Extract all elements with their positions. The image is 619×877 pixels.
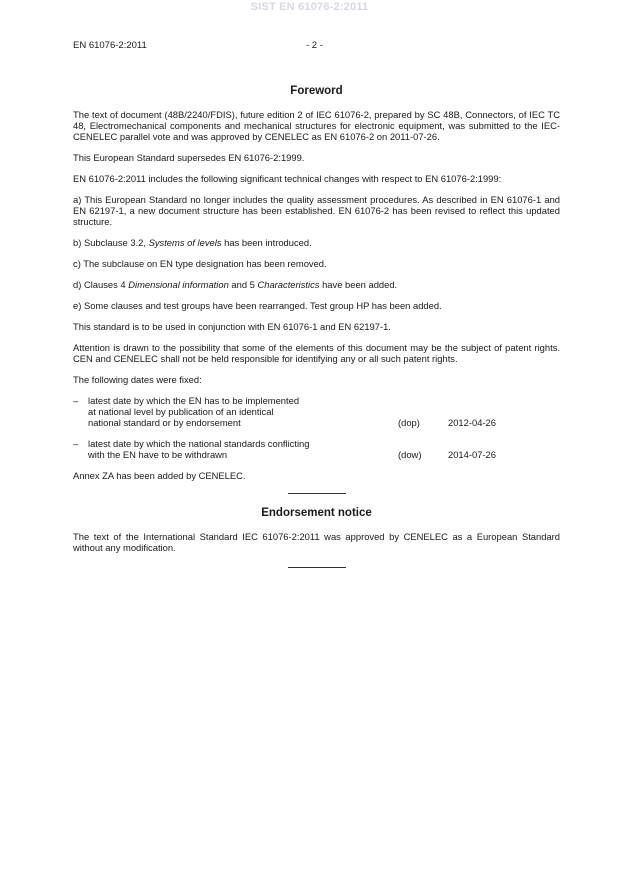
dimensional-information-term: Dimensional information (128, 279, 229, 290)
document-code: EN 61076-2:2011 (73, 40, 147, 51)
list-dash: – (73, 395, 79, 406)
section-divider (288, 567, 346, 568)
foreword-paragraph-5: Attention is drawn to the possibility that some of the elements of this document may be the subject of patent rights. CEN and CENELEC shall not be held responsible for identifying any or all such patent rights. (73, 342, 560, 364)
foreword-paragraph-3: EN 61076-2:2011 includes the following significant technical changes with respect to EN 61076-2:1999: (73, 173, 502, 184)
dates-list (73, 395, 560, 460)
systems-of-levels-term: Systems of levels (148, 237, 222, 248)
date-value: 2012-04-26 (448, 417, 496, 428)
characteristics-term: Characteristics (257, 279, 320, 290)
change-item-b: b) Subclause 3.2, Systems of levels has been introduced. (73, 237, 312, 248)
foreword-paragraph-2: This European Standard supersedes EN 61076-2:1999. (73, 152, 305, 163)
change-item-c: c) The subclause on EN type designation has been removed. (73, 258, 327, 269)
change-item-e: e) Some clauses and test groups have been rearranged. Test group HP has been added. (73, 300, 442, 311)
change-item-a: a) This European Standard no longer includes the quality assessment procedures. As described in EN 61076-1 and EN 62197-1, a new document structure has been established. EN 61076-2 has been revised to reflect this updated structure. (73, 194, 560, 227)
list-dash: – (73, 438, 79, 449)
foreword-title: Foreword (290, 85, 343, 97)
foreword-paragraph-4: This standard is to be used in conjunction with EN 61076-1 and EN 62197-1. (73, 321, 391, 332)
foreword-paragraph-1: The text of document (48B/2240/FDIS), future edition 2 of IEC 61076-2, prepared by SC 48B, Connectors, of IEC TC 48, Electromechanical components and mechanical structures for electronic equipment, was submitted to the IEC-CENELEC parallel vote and was approved by CENELEC as EN 61076-2 on 2011-07-26. (73, 109, 560, 142)
endorsement-title: Endorsement notice (261, 507, 372, 519)
foreword-paragraph-6: The following dates were fixed: (73, 374, 202, 385)
date-value: 2014-07-26 (448, 449, 496, 460)
foreword-paragraph-7: Annex ZA has been added by CENELEC. (73, 470, 246, 481)
date-abbr: (dow) (398, 449, 422, 460)
section-divider (288, 493, 346, 494)
watermark: SIST EN 61076-2:2011 (250, 1, 369, 13)
page-content (73, 84, 560, 568)
date-abbr: (dop) (398, 417, 420, 428)
endorsement-paragraph: The text of the International Standard IEC 61076-2:2011 was approved by CENELEC as a European Standard without any modification. (73, 531, 560, 553)
page-number: - 2 - (306, 40, 323, 51)
date-item-dow: – latest date by which the national standards conflicting with the EN have to be withdrawn (dow) 2014-07-26 (73, 438, 496, 460)
change-item-d: d) Clauses 4 Dimensional information and 5 Characteristics have been added. (73, 279, 398, 290)
date-item-dop: – latest date by which the EN has to be implemented at national level by publication of an identical national standard or by endorsement (dop) 2012-04-26 (73, 395, 496, 428)
